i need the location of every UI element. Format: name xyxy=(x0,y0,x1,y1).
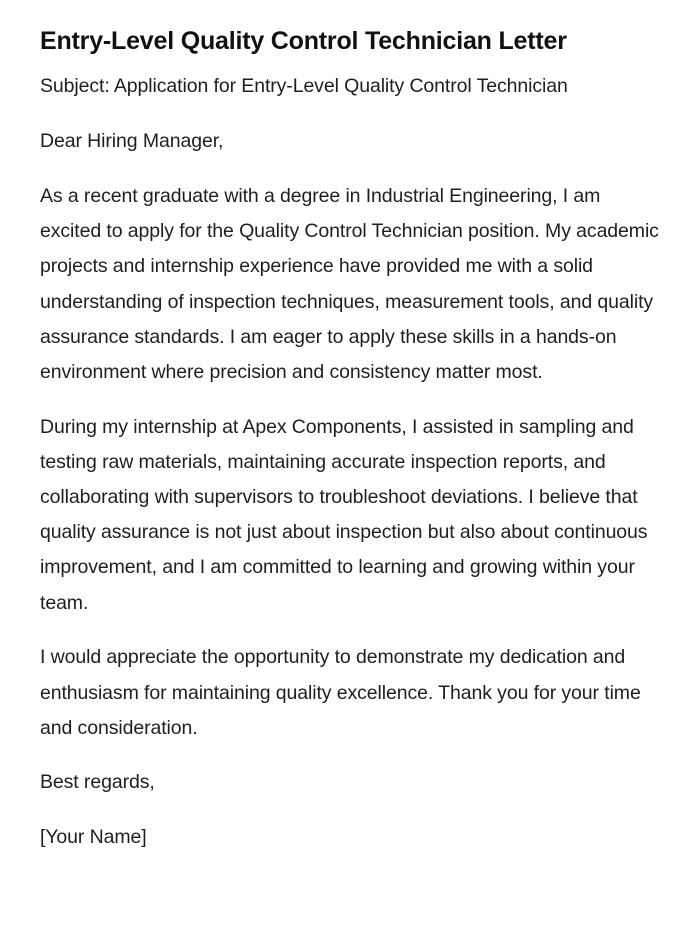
letter-subject: Subject: Application for Entry-Level Quality Control Technician xyxy=(40,75,568,97)
letter-paragraph-conclusion: I would appreciate the opportunity to demonstrate my dedication and enthusiasm for maintaining quality excellence. Thank you for your time and consideration. xyxy=(40,646,641,739)
letter-signature: [Your Name] xyxy=(40,826,147,849)
letter-paragraph-experience: During my internship at Apex Components, I assisted in sampling and testing raw materials, maintaining accurate inspection reports, and collaborating with supervisors to troubleshoot deviations. I believe that quality assurance is not just about inspection but also about continuous improvement, and I am committed to learning and growing within your team. xyxy=(40,415,648,614)
letter-closing: Best regards, xyxy=(40,771,155,794)
letter-paragraph-intro: As a recent graduate with a degree in Industrial Engineering, I am excited to apply for the Quality Control Technician position. My academic projects and internship experience have provided me with a solid understanding of inspection techniques, measurement tools, and quality assurance standards. I am eager to apply these skills in a hands-on environment where precision and consistency matter most. xyxy=(40,184,659,383)
letter-greeting: Dear Hiring Manager, xyxy=(40,130,224,153)
letter-title: Entry-Level Quality Control Technician Letter xyxy=(40,27,567,55)
